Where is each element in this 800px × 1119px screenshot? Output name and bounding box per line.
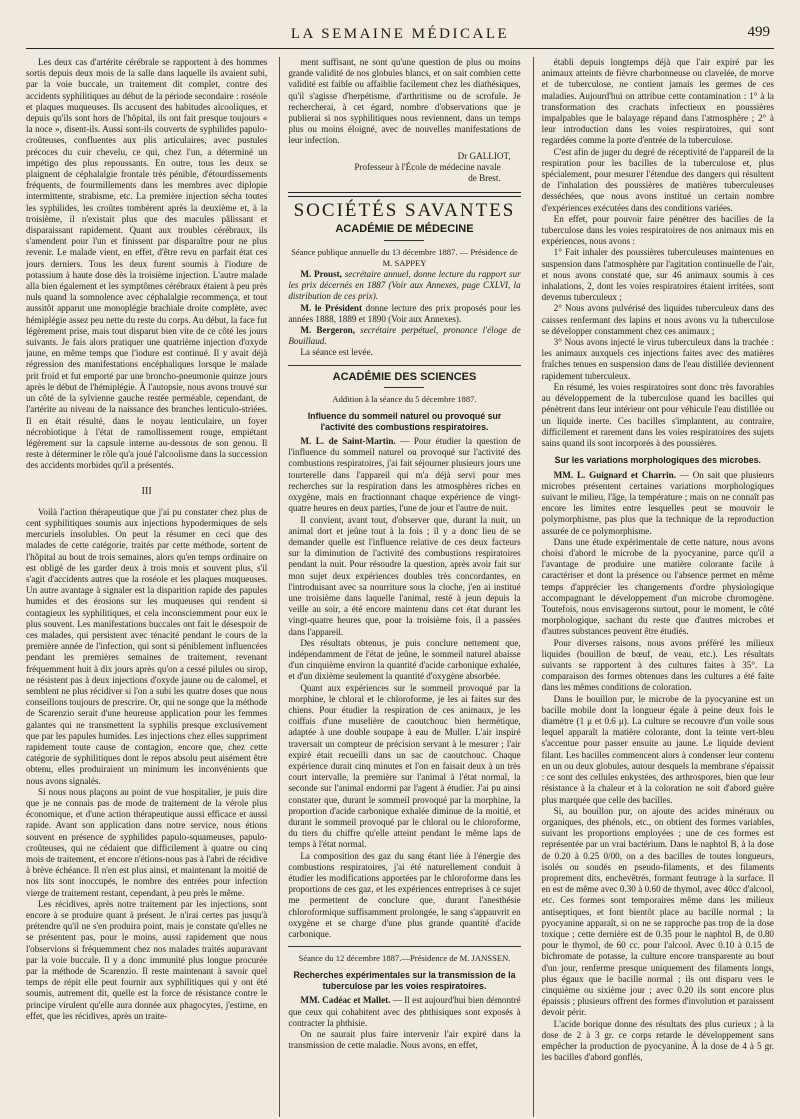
section-number: III (141, 485, 152, 497)
paragraph: En effet, pour pouvoir faire pénétrer des bacilles de la tuberculose dans les voies respiratoires de nos animaux mis en expériences, nous avons : (541, 213, 774, 247)
paragraph (542, 470, 774, 537)
paragraph: 1° Fait inhaler des poussières tuberculeuses maintenues en suspension dans l'atmosphère par l'agitation continuelle de l'air, et nous avons constaté que, sur 46 animaux soumis à ces inhalations, 2, dont les voies respiratoires étaient irritées, sont devenus tuberculeux ; (541, 247, 774, 303)
column-right (533, 57, 774, 1117)
author-name: M. L. de Saint-Martin. (300, 436, 396, 447)
paragraph: Voilà l'action thérapeutique que j'ai pu constater chez plus de cent syphilitiques soumis aux injections hypodermiques de sels mercuriels insolubles. On peut la résumer en ceci que des malades de cette catégorie, traités par cette méthode, sortent de l'hôpital au bout de trois semaines, alors qu'en temps ordinaire on est obligé de les garder deux à trois mois et souvent plus, s'il s'agit d'accidents autres que la roséole et les plaques muqueuses. Un autre avantage à signaler est la disparition rapide des papules humides et des érosions sur les muqueuses qui rendent si contagieux les syphilitiques, et cela inconsciemment pour eux le plus souvent. Les manifestations buccales ont fait le désespoir de ces malades, qui persistent avec ténacité pendant le cours de la première année de l'infection, qui sont si péniblement influencées pendant les premières semaines de traitement, revenant fréquemment huit à dix jours après qu'on a cessé pilules ou sirop, ne résistent pas à deux injections d'oxyde jaune ou de calomel, et semblent ne plus récidiver si l'on a subi les quatre doses que nous conseillons toujours de prescrire. Or, qui ne songe que la méthode de Scarenzio serait d'une heureuse application pour les femmes galantes qui ne transmettent la syphilis presque exclusivement que par les papules humides. Les injections chez elles suppriment rapidement toute cause de contagion, encore que, chez cette catégorie de syphilitiques dont le repos absolu peut aisément être obtenu, elles produiraient un minimum les inconvénients que nous avons signalés. (26, 506, 268, 786)
paragraph: ment suffisant, ne sont qu'une question de plus ou moins grande validité de nos globules blancs, et on sait combien cette validité est faible ou affaiblie facilement chez les diathésiques, qu'il s'agisse d'herpétisme, d'arthritisme ou de scrofule. Je rechercherai, à cet égard, nombre d'observations que je publierai si nos syphilitiques nous reviennent, dans un temps plus ou moins éloigné, avec de nouvelles manifestations de leur infection. (288, 57, 521, 146)
paragraph: La séance est levée. (300, 347, 373, 358)
paragraph: Des résultats obtenus, je puis conclure nettement que, indépendamment de l'état de jeûne, le sommeil naturel abaisse d'un cinquième environ la quantité d'acide carbonique exhalée, et d'un dixième seulement la quantité d'oxygène absorbée. (288, 637, 521, 682)
page-number: 499 (747, 24, 770, 40)
paragraph: La composition des gaz du sang étant liée à l'énergie des combustions respiratoires, j'ai été naturellement conduit à étudier les modifications apportées par le chloroforme dans les proportions de ces gaz, et les expériences entreprises à ce sujet me permettent de conclure que, durant l'anesthésie chloroformique suffisamment prolongée, le sang s'appauvrit en oxygène et se charge d'une plus grande quantité d'acide carbonique. (288, 850, 521, 940)
paragraph: Dans le bouillon pur, le microbe de la pyocyanine est un bacille mobile dont la longueur égale à peine deux fois le diamètre (1 μ et 0.6 μ). La culture se recouvre d'un voile sous lequel apparaît la matière colorante, dont la teinte vert-bleu s'accentue pour passer ensuite au jaune. Le liquide devient filant. Les bacilles commencent alors à condenser leur contenu en un ou deux globules, autour desquels la membrane s'épaissit : ce sont des cellules enkystées, des arthrospores, bien que leur résistance à la chaleur et à la coloration ne soit d'abord guère plus marquée que celle des bacilles. (541, 693, 774, 805)
divider (288, 946, 520, 947)
divider (288, 365, 520, 366)
author-name: MM. Cadéac et Mallet. (300, 995, 391, 1006)
divider (288, 192, 520, 197)
paragraph: Les deux cas d'artérite cérébrale se rapportent à des hommes sortis depuis deux mois de la salle dans laquelle ils avaient subi, par la voie buccale, un traitement dit complet, contre des accidents syphilitiques au début de la période secondaire : roséole et plaques muqueuses. Ils accusent des habitudes alcooliques, et depuis qu'ils sont hors de l'hôpital, ils ont fait presque toujours « la noce », disent-ils. Aussi sont-ils couverts de syphilides papulo-croûteuses, confluentes aux plis articulaires, avec pustules précoces du cuir chevelu, ce qui, chez l'un, a déterminé un impétigo des plus repoussants. En outre, tous les deux se plaignent de céphalalgie frontale très pénible, d'étourdissements fréquents, de fourmillements dans les membres avec diplopie intermittente, strabisme, etc. La première injection sécha toutes les syphilides, les croûtes tombèrent après la deuxième et, à la troisième, il n'existait plus que des macules pâlissant et disparaissant rapidement. Quant aux troubles cérébraux, ils s'amendent pour l'un et finissent par disparaître pour ne plus revenir. Le malade vient, en effet, d'être revu en parfait état ces jours derniers. Tous les deux furent soumis à l'iodure de potassium à haute dose dès la troisième injection. L'autre malade alla bien également et les symptômes cérébraux étaient à peu près nuls quand la somnolence avec céphalalgie recommença, et tout aussitôt apparut une monoplégie brachiale droite complète, avec hémiplégie assez peu nette du reste du corps. Au début, la face fut légèrement prise, mais tout disparut bien vite de ce côté les jours suivants. Je fais alors pratiquer une quatrième injection d'oxyde jaune, en même temps que l'iodure est continué. Il y avait déjà régression des manifestations encéphaliques lorsque le malade prit froid et fut emporté par une broncho-pneumonie quinze jours après le début de l'hémiplégie. À l'autopsie, nous avons trouvé sur un côté de la sylvienne gauche restée perméable, cependant, de l'artérite au niveau de la naissance des branches lenticulo-striées. Il en était résulté, dans le noyau lenticulaire, un foyer nécrobiotique à l'état de ramollissement rouge, empiétant légèrement sur la capsule interne au-dessous de son genou. Il reste à déterminer le rôle qu'a joué l'alcoolisme dans la succession des accidents morbides qu'il a présentés. (26, 57, 268, 471)
author-place: de Brest. (468, 173, 501, 184)
paragraph: Il convient, avant tout, d'observer que, durant la nuit, un animal dort et jeûne tout à la fois ; il y a donc lieu de se demander quelle est l'influence relative de ces deux facteurs sur la diminution de l'activité des combustions respiratoires pendant la nuit. Pour résoudre la question, après avoir fait sur mon sujet deux expériences doubles très concordantes, en l'introduisant avec sa nourriture sous la cloche, j'en ai institué une troisième dans laquelle l'animal, resté à jeun depuis la veille au soir, a été encore maintenu dans cet état durant les vingt-quatre heures que, pour la troisième fois, il a passées dans l'appareil. (288, 514, 521, 637)
page-header (26, 14, 774, 49)
paragraph-text: — Pour étudier la question de l'influence du sommeil naturel ou provoqué sur l'activité des combustions respiratoires, j'ai fait séjourner plusieurs jours une tourterelle dans l'appareil qui m'a déjà servi pour mes recherches sur la respiration dans les atmosphères riches en oxygène, mais en fractionnant chaque expérience de vingt-quatre heures en deux parties, l'une de jour et l'autre de nuit. (288, 436, 521, 514)
academy-heading: ACADÉMIE DES SCIENCES (332, 370, 477, 383)
paragraph: On ne saurait plus faire intervenir l'air expiré dans la transmission de cette maladie. Nous avons, en effet, (288, 1029, 521, 1051)
section-title: SOCIÉTÉS SAVANTES (293, 200, 516, 222)
session-info: Addition à la séance du 5 décembre 1887. (332, 393, 477, 404)
paragraph-text: secrétaire annuel, donne lecture du rapport sur les prix décernés en 1887 (Voir aux Annexes, page CXLVI, la distribution de ces prix). (288, 269, 521, 302)
paragraph: établi depuis longtemps déjà que l'air expiré par les animaux atteints de fièvre charbonneuse ou clavelée, de morve et de tuberculose, ne contient jamais les germes de ces maladies. Aujourd'hui on attribue cette contamination : 1° à la transformation des crachats infectieux en poussières impalpables que le balayage répand dans l'atmosphère ; 2° à leur introduction dans les voies respiratoires, qui sont regardées comme la porte d'entrée de la tuberculose. (541, 57, 774, 146)
column-left (26, 57, 267, 1117)
paragraph-text: — Il est aujourd'hui bien démontré que ceux qui cohabitent avec des phthisiques sont exposés à contracter la phthisie. (288, 995, 521, 1028)
speaker-name: M. Proust, (300, 269, 342, 280)
paragraph: Les récidives, après notre traitement par les injections, sont encore à se produire quant à présent. Je n'irai certes pas jusqu'à prétendre qu'il ne s'en produira point, mais je constate qu'elles ne se présentent pas, pour le moins, aussi rapidement que nous l'observions si fréquemment chez nos malades traités auparavant par la voie buccale. Il y a donc immunité plus longue procurée par la méthode de Scarenzio. Il reste maintenant à savoir quel temps de répit elle peut fournir aux syphilitiques qui y ont été soumis, autrement dit, quelle est la force de résistance contre le principe virulent qu'elle aura donnée aux phagocytes, j'estime, en effet, que les récidives, après un traite- (26, 898, 268, 1021)
paragraph: Quant aux expériences sur le sommeil provoqué par la morphine, le chloral et le chloroforme, je les ai faites sur des chiens. Pour étudier la respiration de ces animaux, je les coiffais d'une muselière de caoutchouc bien hermétique, adaptée à une double soupape à eau de Muller. L'air inspiré traversait un compteur de précision servant à le mesurer ; l'air expiré était recueilli dans un sac de caoutchouc. Chaque expérience durait cinq minutes et l'on en faisait deux à un très court intervalle, la première sur l'animal à l'état normal, la seconde sur l'animal endormi par l'agent à étudier. J'ai pu ainsi constater que, durant le sommeil provoqué par la morphine, la proportion d'acide carbonique exhalée diminue de la moitié, et durant le sommeil provoqué par le chloral ou le chloroforme, du tiers du chiffre qu'elle atteint pendant le même laps de temps à l'état normal. (288, 682, 521, 850)
paragraph: Pour diverses raisons, nous avons préféré les milieux liquides (bouillon de bœuf, de veau, etc.). Les résultats suivants se rapportent à des cultures faites à 35°. La comparaison des formes obtenues dans les cultures a été faite dans les mêmes conditions de coloration. (541, 637, 774, 693)
session-info: Séance publique annuelle du 13 décembre 1887. — Présidence de M. SAPPEY (291, 246, 518, 268)
article-heading: Recherches expérimentales sur la transmission de la tuberculose par les voies respiratoires. (293, 970, 516, 991)
paragraph: L'acide borique donne des résultats des plus curieux ; à la dose de 2 à 3 gr. ce corps retarde le développement sans empêcher la production de pyocyanine. À la dose de 4 à 5 gr. les bacilles d'abord gonflés, (541, 1018, 774, 1063)
paragraph (288, 995, 520, 1029)
paragraph: Si, au bouillon pur, on ajoute des acides minéraux ou organiques, des phénols, etc., on obtient des formes variables, suivant les proportions employées ; une de ces formes est représentée par un vrai bactérium. Dans le naphtol B, à la dose de 0.20 à 0.25 0/00, on a des bacilles de toutes longueurs, isolés ou soudés en pseudo-filaments, et des filaments proprement dits, enchevêtrés, formant feutrage à la surface. Il en est de même avec 0.30 à 0.60 de thymol, avec 40cc d'alcool, etc. Ces formes sont temporaires même dans les milieux antiseptiques, et font bientôt place au bacille normal ; la pyocyanine apparaît, si on ne se rapproche pas trop de la dose toxique ; cette dernière est de 0.35 pour le naphtol B, de 0.80 pour le thymol, de 60 cc. pour l'alcool. Avec 0.10 à 0.15 de bichromate de potasse, la culture encore transparente au bout d'un jour, renferme presque uniquement des filaments longs, plus égaux que le bacille normal ; ils ont disparu vers le cinquième ou sixième jour ; avec 0.20 ils sont encore plus épaissis ; plusieurs offrent des formes d'involution et paraissent devoir périr. (541, 805, 774, 1018)
academy-heading: ACADÉMIE DE MÉDECINE (335, 223, 474, 236)
article-columns (26, 57, 774, 1117)
paragraph: Si nous nous plaçons au point de vue hospitalier, je puis dire que je ne connais pas de mode de traitement de la vérole plus économique, et d'une action thérapeutique aussi efficace et aussi rapide. Avant son application dans notre service, nous étions souvent en présence de syphilides papulo-squameuses, papulo-croûteuses, qui ne cédaient que difficilement à quatre ou cinq mois de traitement, et encore n'étions-nous pas à l'abri de récidive à brève échéance. Il n'en est plus ainsi, et maintenant la moitié de nos lits sont inoccupés, le nombre des entrées pour infection vierge de traitement restant, cependant, à peu près le même. (26, 786, 268, 898)
paragraph: Dans une étude expérimentale de cette nature, nous avons choisi d'abord le microbe de la pyocyanine, parce qu'il a l'avantage de produire une matière colorante facile à caractériser et dont la présence ou l'absence permet en même temps d'apprécier les changements d'ordre physiologique accompagnant le développement d'un microbe chromogène. Toutefois, nous envisagerons surtout, pour le moment, le côté morphologique, sachant du reste que d'autres microbes et d'autres substances peuvent être étudiés. (541, 536, 774, 637)
paragraph-text: donne lecture des prix proposés pour les années 1888, 1889 et 1890 (Voir aux Annexes). (288, 302, 521, 324)
paragraph (288, 325, 520, 347)
divider (384, 240, 424, 241)
author-signature: Dr GALLIOT, (457, 150, 511, 161)
article-heading: Influence du sommeil naturel ou provoqué sur l'activité des combustions respiratoires. (307, 411, 502, 432)
paragraph: En résumé, les voies respiratoires sont donc très favorables au développement de la tuberculose quand les bacilles qui pénètrent dans leur intérieur ont pour véhicule l'eau distillée ou un liquide inerte. Ces bacilles s'implantent, au contraire, difficilement et rarement dans les voies respiratoires des sujets sains quand ils sont incorporés à des poussières. (541, 381, 774, 448)
author-role: Professeur à l'École de médecine navale (354, 161, 501, 172)
paragraph (288, 303, 520, 325)
article-heading: Sur les variations morphologiques des microbes. (554, 455, 761, 466)
paragraph: C'est afin de juger du degré de réceptivité de l'appareil de la respiration pour les bacilles de la tuberculose et, plus spécialement, pour mesurer l'étendue des dangers qui résultent de l'inhalation des poussières de matières tuberculeuses desséchées, que nous avons institué un certain nombre d'expériences exécutées dans des conditions variées. (541, 146, 774, 213)
paragraph-text: — On sait que plusieurs microbes présentent certaines variations morphologiques suivant le milieu, l'âge, la température ; mais on ne connaît pas encore les limites entre lesquelles peut se mouvoir le polymorphisme, pas plus que la technique de la reproduction assurée de ce polymorphisme. (541, 469, 774, 536)
paragraph: 3° Nous avons injecté le virus tuberculeux dans la trachée : les animaux auxquels ces injections faites avec des matières fraîches tenues en suspension dans de l'eau distillée deviennent rapidement tuberculeux. (541, 337, 774, 381)
session-info: Séance du 12 décembre 1887.—Présidence de M. JANSSEN. (298, 953, 511, 964)
speaker-name: M. Bergeron, (300, 325, 355, 336)
paragraph (288, 436, 520, 514)
column-middle (279, 57, 520, 1117)
author-name: MM. L. Guignard et Charrin. (553, 469, 676, 480)
journal-title: LA SEMAINE MÉDICALE (290, 26, 510, 42)
paragraph: 2° Nous avons pulvérisé des liquides tuberculeux dans des caisses renfermant des lapins et nous avons vu la tuberculose se développer constamment chez ces animaux ; (541, 303, 774, 336)
paragraph-text: secrétaire perpétuel, prononce l'éloge de Bouillaud. (288, 325, 521, 347)
paragraph (288, 269, 520, 303)
divider (384, 387, 424, 388)
speaker-name: M. le Président (300, 302, 363, 313)
